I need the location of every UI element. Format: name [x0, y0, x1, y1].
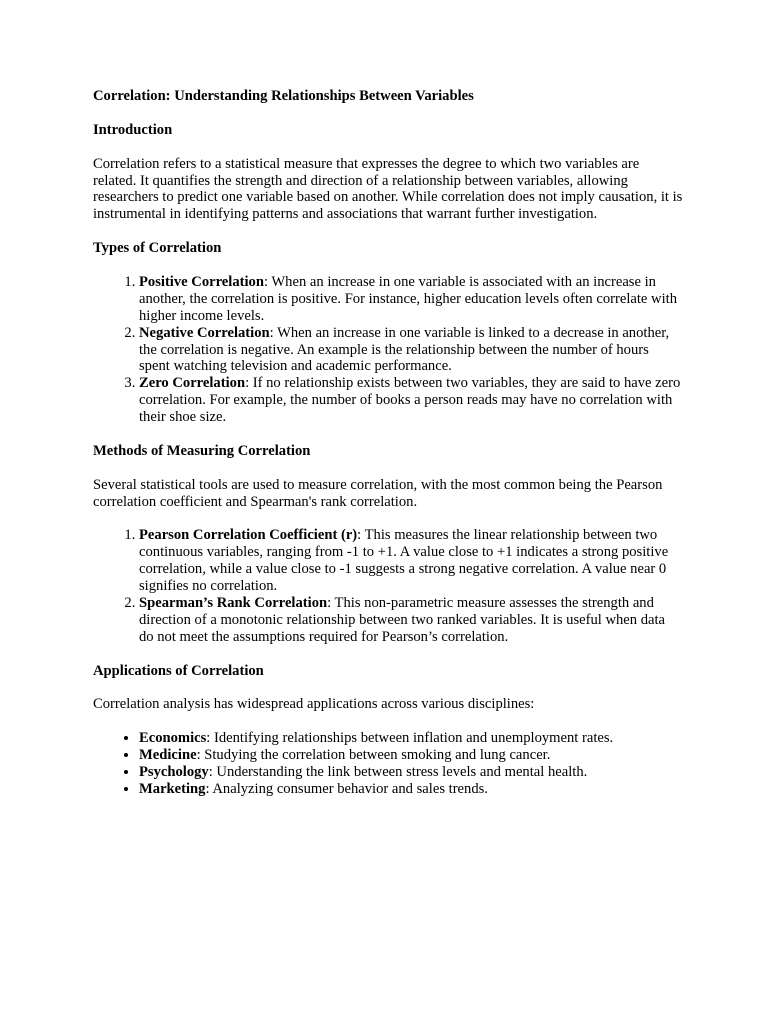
term-label: Psychology	[139, 764, 209, 781]
term-label: Positive Correlation	[139, 273, 264, 290]
document-page	[93, 88, 683, 815]
term-description: : Analyzing consumer behavior and sales trends.	[205, 781, 488, 797]
methods-heading: Methods of Measuring Correlation	[93, 442, 311, 459]
list-item-negative-correlation	[139, 325, 683, 376]
list-item-economics	[139, 730, 683, 747]
applications-list	[93, 730, 683, 798]
term-description: : This non-parametric measure assesses the strength and direction of a monotonic relationship between two ranked variables. It is useful when data do not meet the assumptions required for Pearson’s correlation.	[139, 595, 666, 645]
term-description: : Understanding the link between stress levels and mental health.	[208, 764, 588, 781]
list-item-psychology	[139, 764, 683, 781]
term-description: : Studying the correlation between smoking and lung cancer.	[196, 747, 551, 764]
term-label: Medicine	[139, 747, 197, 764]
list-item-positive-correlation	[139, 274, 683, 325]
applications-heading: Applications of Correlation	[93, 662, 264, 679]
term-description: : This measures the linear relationship between two continuous variables, ranging from -1 to +1. A value close to +1 indicates a strong positive correlation, while a value close to -1 suggests a strong negative correlation. A value near 0 signifies no correlation.	[139, 527, 669, 595]
term-description: : Identifying relationships between inflation and unemployment rates.	[206, 730, 614, 747]
list-item-medicine	[139, 747, 683, 764]
document-title: Correlation: Understanding Relationships Between Variables	[93, 88, 474, 104]
list-item-marketing	[139, 781, 683, 798]
list-item-zero-correlation	[139, 375, 683, 426]
term-label: Pearson Correlation Coefficient (r)	[139, 527, 358, 544]
list-item-spearman	[139, 595, 683, 646]
term-description: : When an increase in one variable is associated with an increase in another, the correlation is positive. For instance, higher education levels often correlate with higher income levels.	[139, 273, 677, 324]
term-label: Spearman’s Rank Correlation	[139, 595, 328, 612]
term-description: : If no relationship exists between two variables, they are said to have zero correlation. For example, the number of books a person reads may have no correlation with their shoe size.	[139, 375, 681, 426]
methods-paragraph: Several statistical tools are used to measure correlation, with the most common being the Pearson correlation coefficient and Spearman's rank correlation.	[93, 476, 663, 510]
introduction-heading: Introduction	[93, 121, 173, 138]
types-heading: Types of Correlation	[93, 240, 222, 257]
term-label: Zero Correlation	[139, 375, 246, 392]
term-label: Economics	[139, 730, 207, 747]
list-item-pearson	[139, 527, 683, 595]
applications-paragraph: Correlation analysis has widespread applications across various disciplines:	[93, 696, 535, 713]
term-description: : When an increase in one variable is linked to a decrease in another, the correlation is negative. An example is the relationship between the number of hours spent watching television and academic performance.	[139, 324, 670, 375]
types-list	[93, 274, 683, 426]
term-label: Negative Correlation	[139, 324, 270, 341]
term-label: Marketing	[139, 781, 206, 797]
introduction-paragraph: Correlation refers to a statistical measure that expresses the degree to which two variables are related. It quantifies the strength and direction of a relationship between variables, allowing researchers to predict one variable based on another. While correlation does not imply causation, it is instrumental in identifying patterns and associations that warrant further investigation.	[93, 155, 683, 223]
methods-list	[93, 527, 683, 645]
